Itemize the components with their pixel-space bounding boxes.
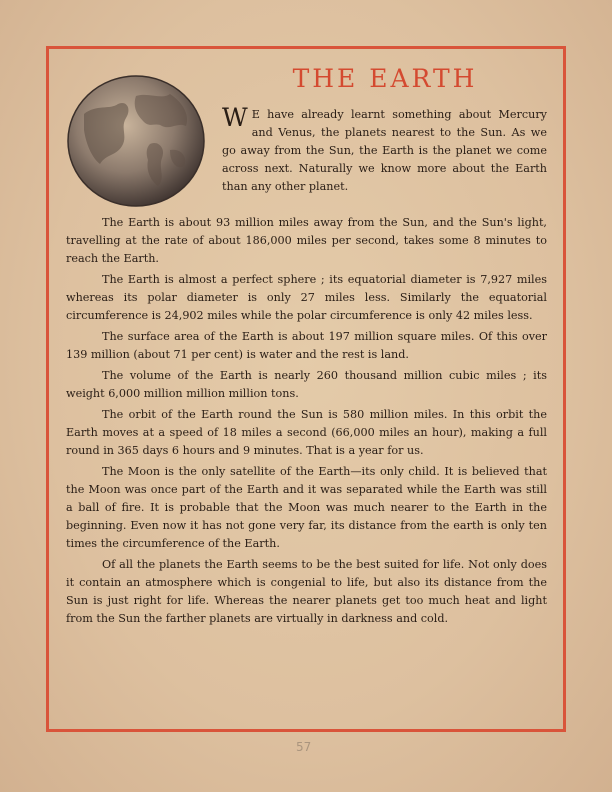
earth-globe-icon [66,74,206,208]
paragraph: Of all the planets the Earth seems to be the best suited for life. Not only does it contain an atmosphere which is congenial to life, but also its distance from the Sun is just right for life. Whereas the nearer planets get too much heat and light from the Sun the farther planets are virtually in darkness and cold. [66,558,547,625]
paragraph: The volume of the Earth is nearly 260 thousand million cubic miles ; its weight 6,000 million million million tons. [66,369,547,400]
body-text [66,214,547,631]
paragraph: The orbit of the Earth round the Sun is 580 million miles. In this orbit the Earth moves at a speed of 18 miles a second (66,000 miles an hour), making a full round in 365 days 6 hours and 9 minutes. That is a year for us. [66,408,547,457]
paragraph: The Earth is about 93 million miles away from the Sun, and the Sun's light, travelling at the rate of about 186,000 miles per second, takes some 8 minutes to reach the Earth. [66,216,547,265]
drop-cap: W [222,103,248,132]
page-title: THE EARTH [292,64,478,93]
paragraph: The Earth is almost a perfect sphere ; its equatorial diameter is 7,927 miles whereas its polar diameter is only 27 miles less. Similarly the equatorial circumference is 24,902 miles while the polar circumference is only 42 miles less. [66,273,547,322]
intro-text: E have already learnt something about Mercury and Venus, the planets nearest to the Sun. As we go away from the Sun, the Earth is the planet we come across next. Naturally we know more about the Earth than any other planet. [222,108,547,193]
paragraph: The surface area of the Earth is about 197 million square miles. Of this over 139 million (about 71 per cent) is water and the rest is land. [66,330,547,361]
earth-globe-illustration [66,74,206,208]
intro-paragraph [222,103,547,196]
page-number: 57 [296,740,312,754]
paragraph: The Moon is the only satellite of the Earth—its only child. It is believed that the Moon was once part of the Earth and it was separated while the Earth was still a ball of fire. It is probable that the Moon was much nearer to the Earth in the beginning. Even now it has not gone very far, its distance from the earth is only ten times the circumference of the Earth. [66,465,547,550]
